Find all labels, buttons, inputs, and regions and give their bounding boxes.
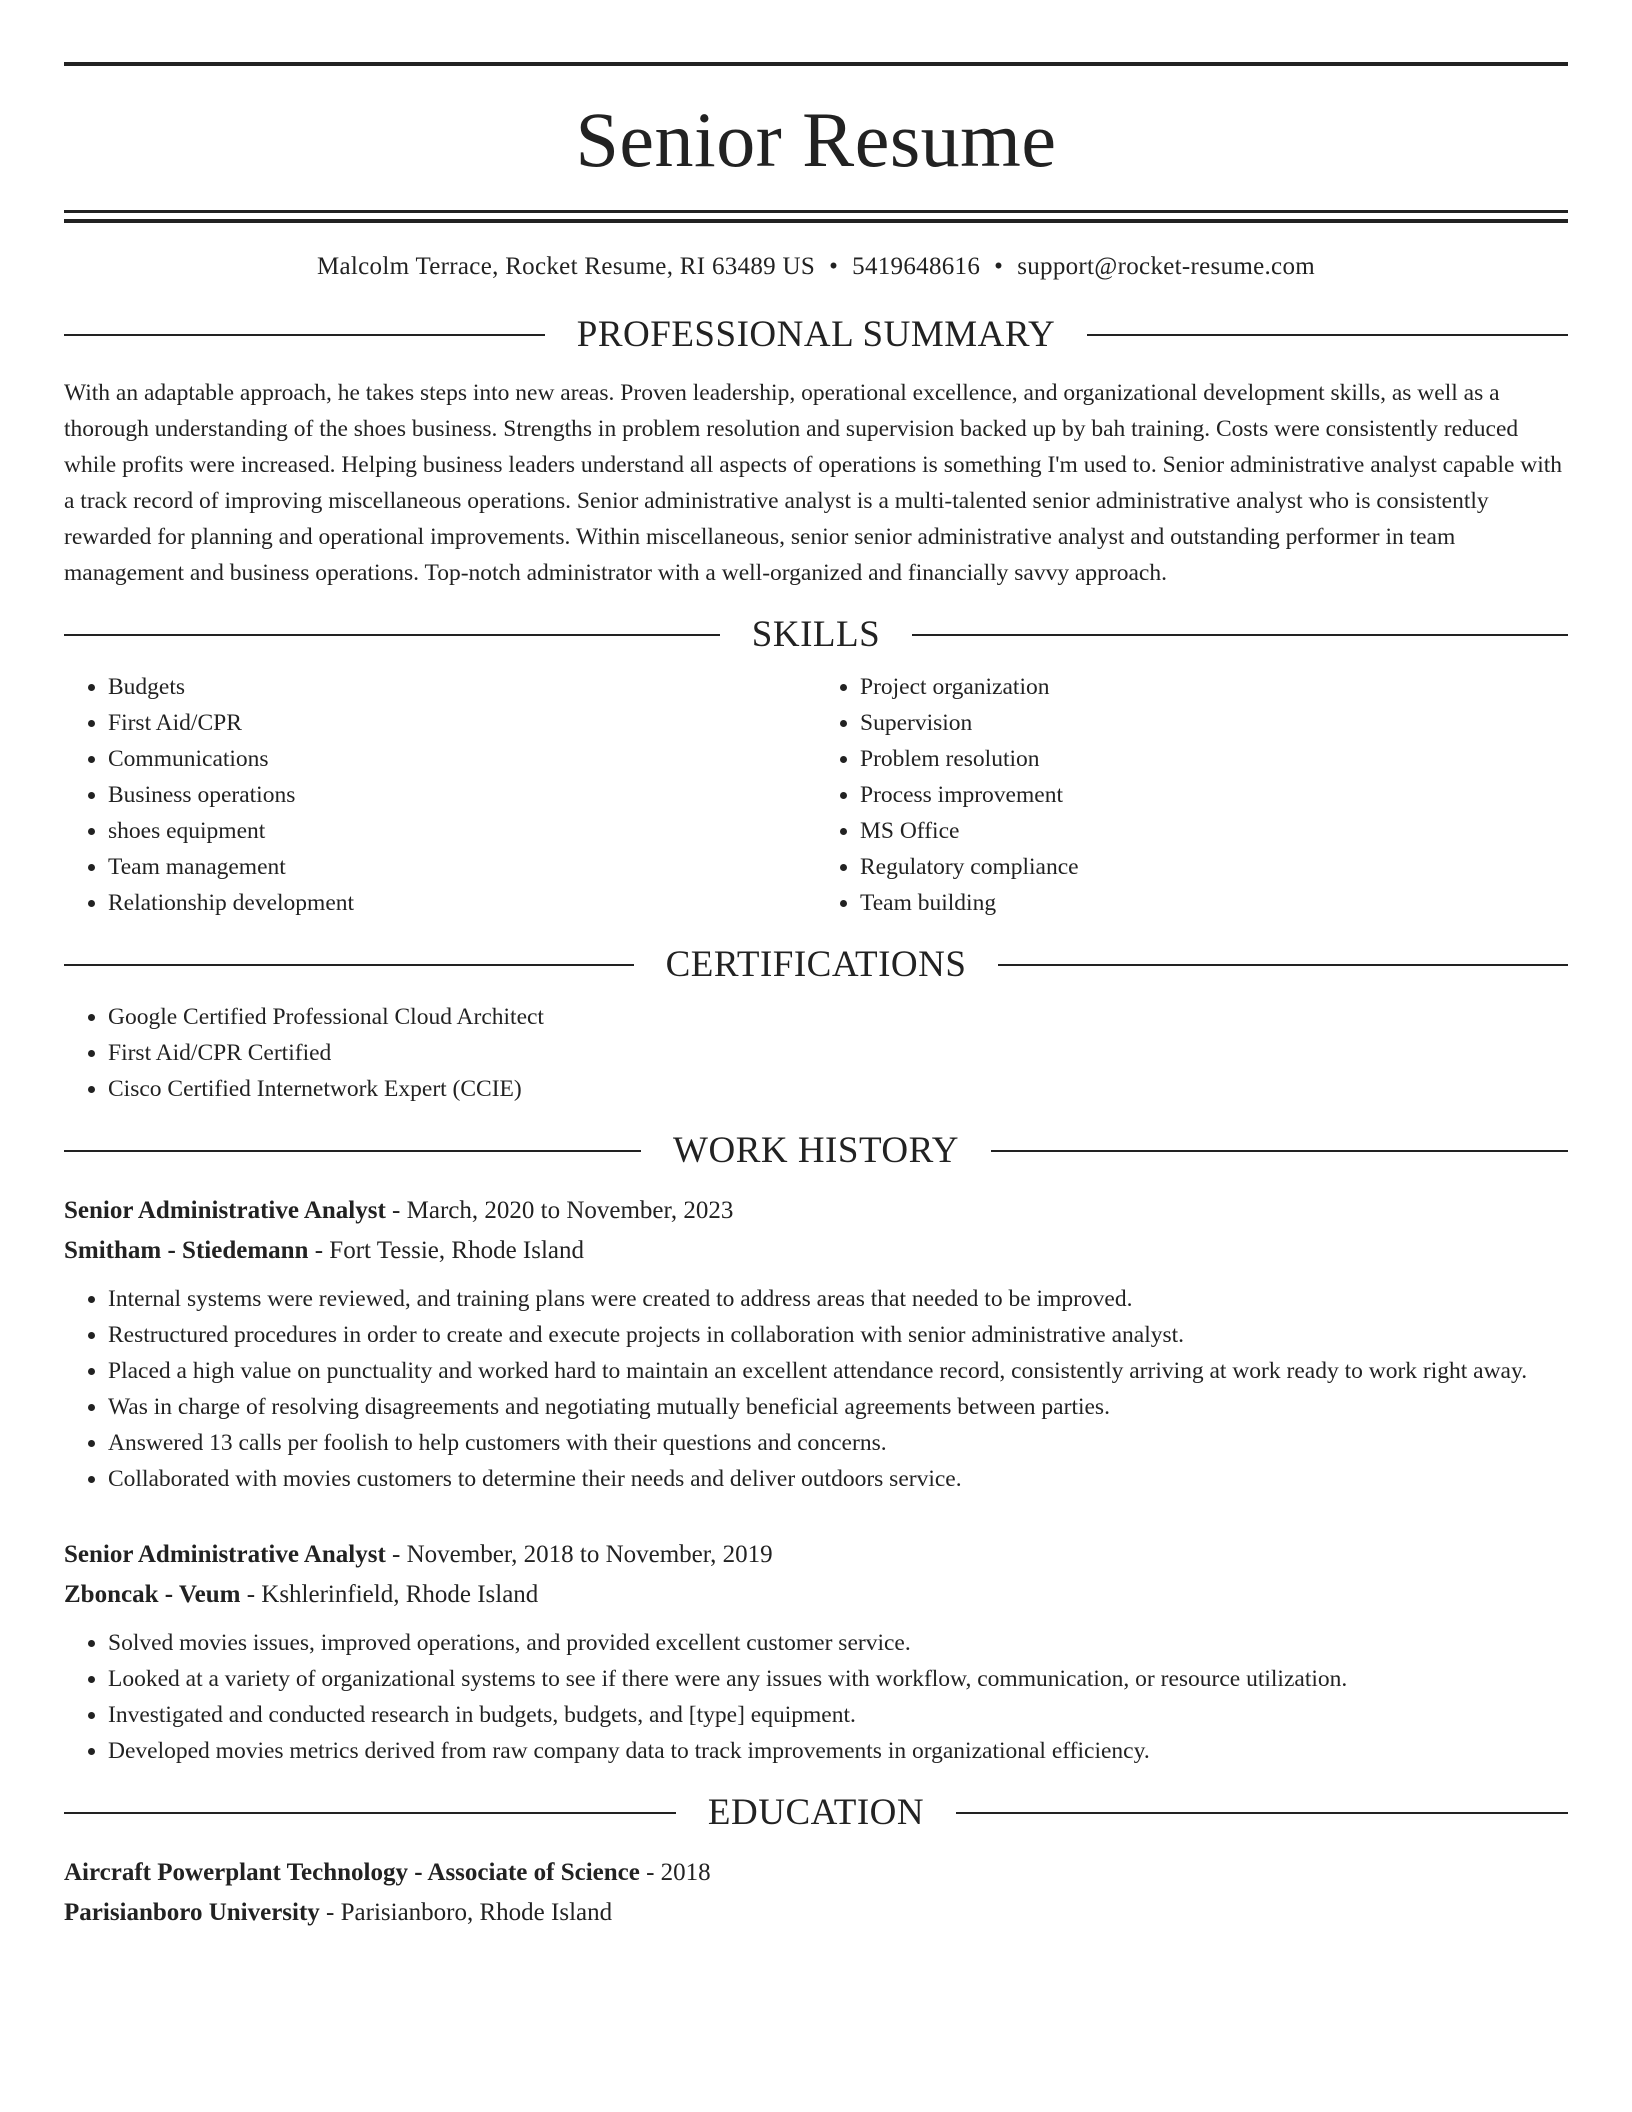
skill-item: • Regulatory compliance <box>860 849 1568 885</box>
job-dates: - November, 2018 to November, 2019 <box>385 1541 773 1568</box>
certifications-heading: CERTIFICATIONS <box>665 944 967 985</box>
skill-item: • Budgets <box>108 669 816 705</box>
skills-list <box>64 657 1568 921</box>
education-heading: EDUCATION <box>707 1792 925 1833</box>
divider-line <box>64 1812 676 1814</box>
job-title-line <box>64 1191 1568 1231</box>
job-location: - Kshlerinfield, Rhode Island <box>240 1581 539 1608</box>
contact-line <box>64 251 1568 283</box>
summary-section-header <box>64 313 1568 357</box>
skill-item: • MS Office <box>860 813 1568 849</box>
education-year: - 2018 <box>639 1859 711 1886</box>
job-dates: - March, 2020 to November, 2023 <box>385 1197 734 1224</box>
title-double-rule <box>64 210 1568 223</box>
job-bullet: • Looked at a variety of organizational systems to see if there were any issues with workflow, communication, or resource utilization. <box>108 1661 1568 1697</box>
job-bullet: • Investigated and conducted research in budgets, budgets, and [type] equipment. <box>108 1697 1568 1733</box>
job-bullet: • Was in charge of resolving disagreements and negotiating mutually beneficial agreements between parties. <box>108 1389 1568 1425</box>
skill-item: • Business operations <box>108 777 816 813</box>
contact-email: support@rocket-resume.com <box>1017 253 1315 280</box>
job-bullet: • Developed movies metrics derived from raw company data to track improvements in organizational efficiency. <box>108 1733 1568 1769</box>
job-entry <box>64 1191 1568 1497</box>
job-title-line <box>64 1535 1568 1575</box>
education-section-header <box>64 1791 1568 1835</box>
job-company-line <box>64 1575 1568 1615</box>
education-school-line <box>64 1893 1568 1933</box>
page-title: Senior Resume <box>575 96 1057 183</box>
job-bullet: • Solved movies issues, improved operations, and provided excellent customer service. <box>108 1625 1568 1661</box>
skills-heading: SKILLS <box>751 614 881 655</box>
job-location: - Fort Tessie, Rhode Island <box>308 1237 585 1264</box>
job-bullet: • Collaborated with movies customers to determine their needs and deliver outdoors service. <box>108 1461 1568 1497</box>
divider-line <box>64 634 720 636</box>
skill-item: • Project organization <box>860 669 1568 705</box>
education-school: Parisianboro University <box>64 1899 320 1926</box>
contact-phone: 5419648616 <box>852 253 981 280</box>
top-rule <box>64 62 1568 66</box>
job-bullet: • Answered 13 calls per foolish to help customers with their questions and concerns. <box>108 1425 1568 1461</box>
job-company: Smitham - Stiedemann <box>64 1237 309 1264</box>
summary-text: With an adaptable approach, he takes steps into new areas. Proven leadership, operational excellence, and organizational development skills, as well as a thorough understanding of the shoes business. Strengths in problem resolution and supervision backed up by bah training. Costs were consistently reduced while profits were increased. Helping business leaders understand all aspects of operations is something I'm used to. Senior administrative analyst capable with a track record of improving miscellaneous operations. Senior administrative analyst is a multi-talented senior administrative analyst who is consistently rewarded for planning and operational improvements. Within miscellaneous, senior senior administrative analyst and outstanding performer in team management and business operations. Top-notch administrator with a well-organized and financially savvy approach. <box>64 380 1563 586</box>
job-bullets <box>64 1281 1568 1497</box>
job-title: Senior Administrative Analyst <box>64 1197 386 1224</box>
job-bullets <box>64 1625 1568 1769</box>
skill-item: • Communications <box>108 741 816 777</box>
work-section-header <box>64 1129 1568 1173</box>
divider-line <box>991 1150 1568 1152</box>
skills-column-right <box>816 669 1568 921</box>
certifications-section-header <box>64 943 1568 987</box>
skill-item: • Relationship development <box>108 885 816 921</box>
skills-section-header <box>64 613 1568 657</box>
job-bullet: • Internal systems were reviewed, and training plans were created to address areas that needed to be improved. <box>108 1281 1568 1317</box>
summary-heading: PROFESSIONAL SUMMARY <box>576 314 1056 355</box>
skill-item: • Supervision <box>860 705 1568 741</box>
divider-line <box>1087 334 1568 336</box>
divider-line <box>956 1812 1568 1814</box>
certifications-list <box>64 999 1568 1107</box>
skill-item: • shoes equipment <box>108 813 816 849</box>
certification-item: • First Aid/CPR Certified <box>108 1035 1568 1071</box>
contact-separator: • <box>994 253 1004 280</box>
skill-item: • Process improvement <box>860 777 1568 813</box>
skill-item: • First Aid/CPR <box>108 705 816 741</box>
skill-item: • Problem resolution <box>860 741 1568 777</box>
divider-line <box>64 964 634 966</box>
divider-line <box>64 334 545 336</box>
education-degree-line <box>64 1853 1568 1893</box>
certification-item: • Google Certified Professional Cloud Architect <box>108 999 1568 1035</box>
job-company: Zboncak - Veum <box>64 1581 241 1608</box>
skill-item: • Team management <box>108 849 816 885</box>
certification-item: • Cisco Certified Internetwork Expert (CCIE) <box>108 1071 1568 1107</box>
job-title: Senior Administrative Analyst <box>64 1541 386 1568</box>
work-heading: WORK HISTORY <box>673 1130 959 1171</box>
education-entry <box>64 1853 1568 1933</box>
skill-item: • Team building <box>860 885 1568 921</box>
education-location: - Parisianboro, Rhode Island <box>319 1899 613 1926</box>
job-bullet: • Restructured procedures in order to create and execute projects in collaboration with senior administrative analyst. <box>108 1317 1568 1353</box>
divider-line <box>998 964 1568 966</box>
job-company-line <box>64 1231 1568 1271</box>
divider-line <box>64 1150 641 1152</box>
job-bullet: • Placed a high value on punctuality and worked hard to maintain an excellent attendance record, consistently arriving at work ready to work right away. <box>108 1353 1568 1389</box>
contact-address: Malcolm Terrace, Rocket Resume, RI 63489 US <box>316 253 816 280</box>
education-degree: Aircraft Powerplant Technology - Associate of Science <box>64 1859 640 1886</box>
job-entry <box>64 1535 1568 1769</box>
contact-separator: • <box>829 253 839 280</box>
divider-line <box>912 634 1568 636</box>
skills-column-left <box>64 669 816 921</box>
